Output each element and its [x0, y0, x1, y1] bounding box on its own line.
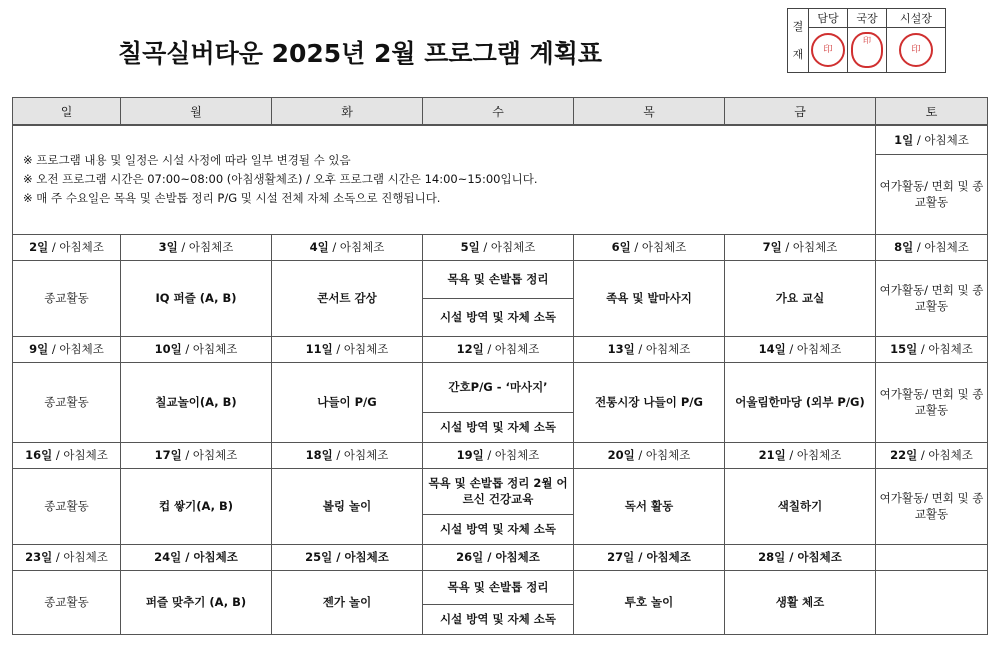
date-cell: 3일 / 아침체조	[121, 234, 272, 260]
weekday-mon: 월	[121, 98, 272, 126]
date-row	[13, 234, 988, 260]
program-calendar	[12, 97, 988, 635]
notice-line: ※ 매 주 수요일은 목욕 및 손발톱 정리 P/G 및 시설 전체 자체 소독으로 진행됩니다.	[23, 191, 441, 206]
date-cell: 27일 / 아침체조	[574, 544, 725, 570]
program-cell: 종교활동	[13, 362, 121, 442]
date-cell: 1일 / 아침체조	[876, 125, 988, 154]
program-cell: 전통시장 나들이 P/G	[574, 362, 725, 442]
program-cell: 투호 놀이	[574, 570, 725, 634]
date-row	[13, 336, 988, 362]
notice-box	[13, 125, 876, 234]
program-cell: 칠교놀이(A, B)	[121, 362, 272, 442]
program-cell: 어울림한마당 (외부 P/G)	[725, 362, 876, 442]
program-cell: 색칠하기	[725, 468, 876, 544]
date-cell: 18일 / 아침체조	[272, 442, 423, 468]
weekday-wed: 수	[423, 98, 574, 126]
date-cell: 10일 / 아침체조	[121, 336, 272, 362]
date-cell: 8일 / 아침체조	[876, 234, 988, 260]
seal-stamp-icon: 印	[811, 33, 845, 67]
program-cell: 퍼즐 맞추기 (A, B)	[121, 570, 272, 634]
date-cell: 28일 / 아침체조	[725, 544, 876, 570]
program-cell: 여가활동/ 면회 및 종교활동	[876, 362, 988, 442]
weekday-fri: 금	[725, 98, 876, 126]
program-cell: 독서 활동	[574, 468, 725, 544]
page-title: 칠곡실버타운 2025년 2월 프로그램 계획표	[118, 39, 603, 68]
date-cell: 9일 / 아침체조	[13, 336, 121, 362]
program-cell: 종교활동	[13, 260, 121, 336]
date-cell: 12일 / 아침체조	[423, 336, 574, 362]
date-cell: 23일 / 아침체조	[13, 544, 121, 570]
program-cell: 족욕 및 발마사지	[574, 260, 725, 336]
approval-role-staff: 담당	[809, 9, 848, 28]
program-cell: 종교활동	[13, 570, 121, 634]
date-cell: 26일 / 아침체조	[423, 544, 574, 570]
date-cell: 15일 / 아침체조	[876, 336, 988, 362]
program-cell-wed-top: 목욕 및 손발톱 정리	[423, 260, 574, 298]
weekday-sun: 일	[13, 98, 121, 126]
program-cell-wed-bottom: 시설 방역 및 자체 소독	[423, 298, 574, 336]
program-cell: 가요 교실	[725, 260, 876, 336]
date-cell: 6일 / 아침체조	[574, 234, 725, 260]
program-cell-wed-top: 간호P/G - ‘마사지’	[423, 362, 574, 412]
approval-role-head: 시설장	[887, 9, 946, 28]
program-cell-wed-bottom: 시설 방역 및 자체 소독	[423, 514, 574, 544]
date-cell: 5일 / 아침체조	[423, 234, 574, 260]
seal-stamp-icon: 印	[851, 32, 883, 68]
date-cell: 7일 / 아침체조	[725, 234, 876, 260]
program-cell: IQ 퍼즐 (A, B)	[121, 260, 272, 336]
program-cell-wed-bottom: 시설 방역 및 자체 소독	[423, 604, 574, 634]
date-cell: 22일 / 아침체조	[876, 442, 988, 468]
weekday-sat: 토	[876, 98, 988, 126]
signature-stamp-director	[848, 28, 887, 73]
date-cell: 14일 / 아침체조	[725, 336, 876, 362]
date-cell: 25일 / 아침체조	[272, 544, 423, 570]
date-cell: 20일 / 아침체조	[574, 442, 725, 468]
program-cell: 여가활동/ 면회 및 종교활동	[876, 154, 988, 234]
date-cell: 21일 / 아침체조	[725, 442, 876, 468]
weekday-tue: 화	[272, 98, 423, 126]
approval-role-director: 국장	[848, 9, 887, 28]
program-cell: 나들이 P/G	[272, 362, 423, 442]
program-cell: 생활 체조	[725, 570, 876, 634]
date-cell: 4일 / 아침체조	[272, 234, 423, 260]
date-cell: 17일 / 아침체조	[121, 442, 272, 468]
program-cell: 종교활동	[13, 468, 121, 544]
date-row	[13, 442, 988, 468]
program-cell-empty	[876, 570, 988, 634]
program-cell: 젠가 놀이	[272, 570, 423, 634]
program-cell: 여가활동/ 면회 및 종교활동	[876, 468, 988, 544]
approval-side-label: 결 재	[788, 9, 809, 73]
weekday-header-row	[13, 98, 988, 126]
date-cell: 19일 / 아침체조	[423, 442, 574, 468]
date-cell-empty	[876, 544, 988, 570]
program-cell: 컵 쌓기(A, B)	[121, 468, 272, 544]
signature-stamp-head	[887, 28, 946, 73]
date-cell: 11일 / 아침체조	[272, 336, 423, 362]
weekday-thu: 목	[574, 98, 725, 126]
date-cell: 13일 / 아침체조	[574, 336, 725, 362]
program-cell-wed-top: 목욕 및 손발톱 정리	[423, 570, 574, 604]
program-cell: 볼링 놀이	[272, 468, 423, 544]
date-cell: 2일 / 아침체조	[13, 234, 121, 260]
program-cell: 콘서트 감상	[272, 260, 423, 336]
program-cell: 여가활동/ 면회 및 종교활동	[876, 260, 988, 336]
program-cell-wed-top: 목욕 및 손발톱 정리 2월 어르신 건강교육	[423, 468, 574, 514]
notice-line: ※ 오전 프로그램 시간은 07:00~08:00 (아침생활체조) / 오후 프로그램 시간은 14:00~15:00입니다.	[23, 172, 538, 187]
seal-stamp-icon: 印	[899, 33, 933, 67]
signature-stamp-staff	[809, 28, 848, 73]
program-cell-wed-bottom: 시설 방역 및 자체 소독	[423, 412, 574, 442]
date-cell: 24일 / 아침체조	[121, 544, 272, 570]
notice-line: ※ 프로그램 내용 및 일정은 시설 사정에 따라 일부 변경될 수 있음	[23, 153, 351, 168]
approval-box	[787, 8, 946, 73]
date-row	[13, 544, 988, 570]
date-cell: 16일 / 아침체조	[13, 442, 121, 468]
